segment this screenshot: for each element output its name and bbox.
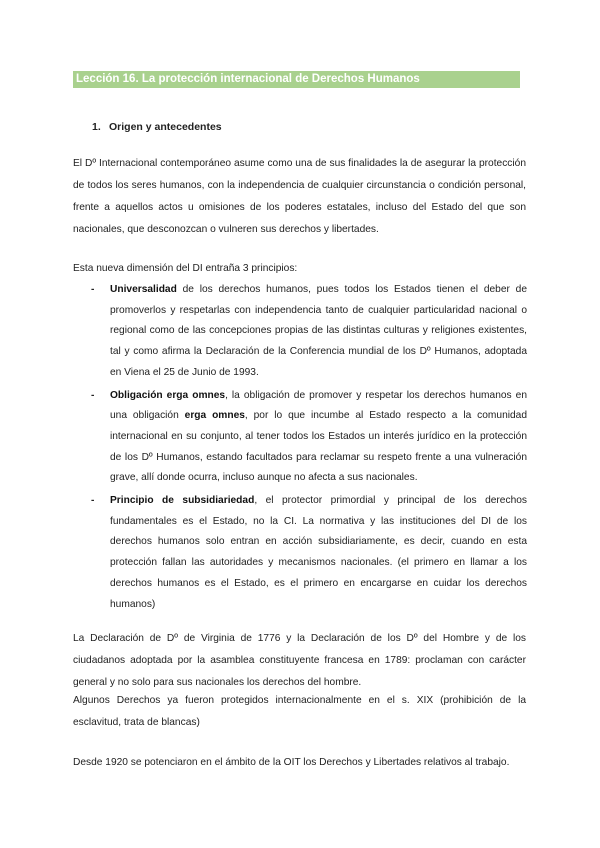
- principle-text: de los derechos humanos, pues todos los Estados tienen el deber de promoverlos y respetarlas con independencia tanto de cualquier particularidad nacional o regional como de las concepciones propias de las distintas culturas y religiones existentes, tal y como afirma la Declaración de la Conferencia mundial de los Dº Humanos, adoptada en Viena el 25 de Junio de 1993.: [110, 284, 527, 378]
- section-heading: [92, 121, 222, 133]
- principle-text: , el protector primordial y principal de los derechos fundamentales es el Estado, no la CI. La normativa y las instituciones del DI de los derechos humanos solo entran en acción subsidiariamente, es decir, cuando en esta protección fallan las autoridades y mecanismos nacionales. (el primero en llamar a los derechos humanos es el Estado, es el primero en encargarse en cuidar los derechos humanos): [110, 495, 527, 610]
- principle-term: Universalidad: [110, 284, 177, 295]
- bullet-dash: -: [91, 495, 95, 507]
- list-item: [91, 491, 527, 615]
- section-number: 1.: [92, 121, 101, 133]
- paragraph-oit: Desde 1920 se potenciaron en el ámbito de la OIT los Derechos y Libertades relativos al trabajo.: [73, 757, 510, 768]
- principles-list: [91, 280, 527, 615]
- principle-term-inline: erga omnes: [184, 410, 245, 422]
- section-label: Origen y antecedentes: [109, 121, 222, 133]
- principle-text: , la obligación de promover y respetar los derechos humanos en una obligación: [110, 389, 527, 422]
- paragraph-intro-di: El Dº Internacional contemporáneo asume como una de sus finalidades la de asegurar la protección de todos los seres humanos, con la independencia de cualquier circunstancia o condición personal, frente a aquellos actos u omisiones de los poderes estatales, incluso del Estado del que son nacionales, que desconozcan o vulneren sus derechos y libertades.: [73, 158, 526, 235]
- bullet-dash: -: [91, 284, 95, 295]
- list-item: [91, 386, 527, 490]
- principle-term: Principio de subsidiariedad: [110, 495, 255, 507]
- principles-intro: Esta nueva dimensión del DI entraña 3 principios:: [73, 263, 298, 274]
- lesson-title: Lección 16. La protección internacional de Derechos Humanos: [73, 71, 520, 88]
- paragraph-declarations: La Declaración de Dº de Virginia de 1776 y la Declaración de los Dº del Hombre y de los ciudadanos adoptada por la asamblea constituyente francesa en 1789: proclaman con carácter general y no solo para sus nacionales los derechos del hombre.: [73, 633, 526, 688]
- list-item: [91, 280, 527, 384]
- paragraph-xix-century: Algunos Derechos ya fueron protegidos internacionalmente en el s. XIX (prohibición de la esclavitud, trata de blancas): [73, 695, 526, 728]
- principle-text: , por lo que incumbe al Estado respecto a la comunidad internacional en su conjunto, al tener todos los Estados un interés jurídico en la protección de los Dº Humanos, estando facultados para reclamar su respeto frente a una vulneración grave, allí donde ocurra, incluso aunque no afecta a sus nacionales.: [110, 410, 527, 484]
- bullet-dash: -: [91, 389, 95, 401]
- principle-term: Obligación erga omnes: [110, 389, 226, 401]
